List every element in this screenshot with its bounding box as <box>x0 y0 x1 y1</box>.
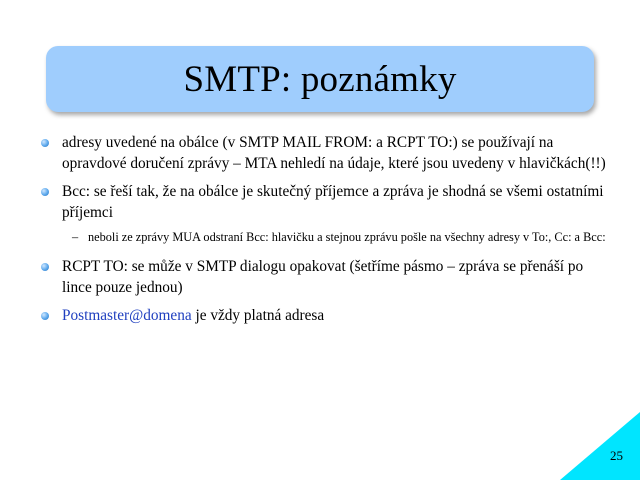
corner-decoration <box>560 412 640 480</box>
slide-title: SMTP: poznámky <box>183 58 457 100</box>
bullet-text: adresy uvedené na obálce (v SMTP MAIL FROM: a RCPT TO:) se používají na opravdové doručení zprávy – MTA nehledí na údaje, které jsou uvedeny v hlavičkách(!!) <box>62 134 606 172</box>
bullet-text: RCPT TO: se může v SMTP dialogu opakovat (šetříme pásmo – zpráva se přenáší po lince pouze jednou) <box>62 258 584 296</box>
page-number: 25 <box>610 448 623 463</box>
bullet-text: je vždy platná adresa <box>191 307 325 324</box>
bullet-item <box>34 132 609 174</box>
bullet-text: Bcc: se řeší tak, že na obálce je skutečný příjemce a zpráva je shodná se všemi ostatními příjemci <box>62 183 604 221</box>
bullet-icon <box>41 312 49 320</box>
sub-bullet-item <box>34 229 609 246</box>
title-box <box>46 46 594 112</box>
bullet-item <box>34 181 609 223</box>
bullet-list <box>34 132 609 333</box>
bullet-icon <box>41 139 49 147</box>
bullet-icon <box>41 263 49 271</box>
dash-marker: – <box>72 230 79 244</box>
bullet-item <box>34 256 609 298</box>
bullet-icon <box>41 188 49 196</box>
sub-bullet-text: neboli ze zprávy MUA odstraní Bcc: hlavičku a stejnou zprávu pošle na všechny adresy v To:, Cc: a Bcc: <box>88 230 606 244</box>
postmaster-link[interactable]: Postmaster@domena <box>62 307 192 324</box>
bullet-item <box>34 305 609 326</box>
